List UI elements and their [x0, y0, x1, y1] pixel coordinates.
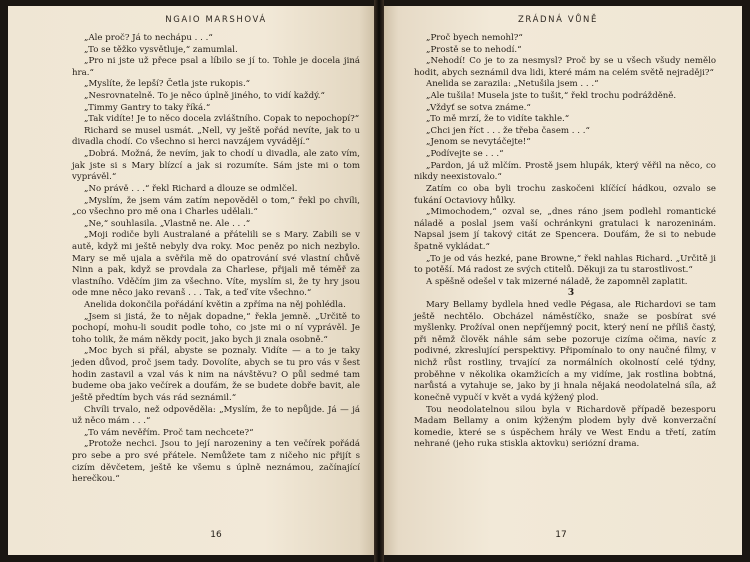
paragraph: „Timmy Gantry to taky říká.“	[84, 102, 211, 113]
paragraph: „Moc bych si přál, abyste se poznaly. Vidíte — a to je taky jeden důvod, proč jsem tady. Dovolíte, abych se tu pro vás v šest hodin zastavil a vzal vás k nim na návštěvu? O půl sedmé tam budeme oba jako večírek a doufám, že se budete dobře bavit, ale ještě předtím bych vás rád seznámil.“	[72, 346, 360, 403]
paragraph: „Tak vidíte! Je to něco docela zvláštního. Copak to nepochopí?“	[84, 114, 360, 125]
paragraph: „Mimochodem,“ ozval se, „dnes ráno jsem podlehl romantické náladě a poslal jsem vaší ochránkyni gratulaci k narozeninám. Napsal jsem jí takový citát ze Spencera. Doufám, že si to nebude špatně vykládat.“	[414, 207, 716, 252]
paragraph: „Podívejte se . . .“	[426, 149, 504, 160]
paragraph: Chvíli trvalo, než odpověděla: „Myslím, že to nepůjde. Já — já už něco mám . . .“	[72, 404, 360, 427]
paragraph: Anelida se zarazila: „Netušila jsem . . .“	[426, 79, 599, 90]
right-page-text-before-break	[414, 33, 716, 288]
right-page-text-after-break	[414, 300, 716, 451]
paragraph: „To vám nevěřím. Proč tam nechcete?“	[84, 427, 254, 438]
left-page	[8, 6, 374, 555]
paragraph: „Proč byech nemohl?“	[426, 33, 523, 43]
paragraph: „Pardon, já už mlčím. Prostě jsem hlupák, který věřil na něco, co nikdy neexistovalo.“	[414, 160, 716, 183]
book-gutter	[374, 0, 384, 562]
right-page-text	[414, 33, 716, 451]
paragraph: „Prostě se to nehodí.“	[426, 44, 522, 55]
paragraph: A spěšně odešel v tak mizerné náladě, že zapomněl zaplatit.	[426, 276, 688, 287]
paragraph: „Myslíte, že lepší? Četla jste rukopis.“	[84, 79, 251, 90]
paragraph: „Jsem si jistá, že to nějak dopadne,“ řekla jemně. „Určitě to pochopí, mohu-li soudit podle toho, co jste mi o ní vyprávěl. Je toho tolik, že mám někdy pocit, jako bych ji znala osobně.“	[72, 311, 360, 345]
paragraph: Anelida dokončila pořádání květin a zpříma na něj pohlédla.	[84, 300, 346, 311]
paragraph: Richard se musel usmát. „Nell, vy ještě pořád nevíte, jak to u divadla chodí. Co všechno si herci navzájem vyvádějí.“	[72, 125, 360, 148]
paragraph: „Ne,“ souhlasila. „Vlastně ne. Ale . . .“	[84, 218, 251, 229]
paragraph: „Pro ni jste už přece psal a líbilo se jí to. Tohle je docela jiná hra.“	[72, 56, 360, 78]
right-page	[384, 6, 742, 555]
running-head-right: ZRÁDNÁ VŮNĚ	[518, 15, 598, 25]
paragraph: „Nehodí! Co je to za nesmysl? Proč by se u všech všudy nemělo hodit, abych seznámil dva lidi, které mám na celém světě nejraději?“	[414, 56, 716, 78]
paragraph: „Dobrá. Možná, že nevím, jak to chodí u divadla, ale zato vím, jak jste si s Mary blízcí a jak si rozumíte. Sám jste mi o tom vyprávěl.“	[72, 149, 360, 183]
paragraph: „Protože nechci. Jsou to její narozeniny a ten večírek pořádá pro sebe a pro své přátele. Nemůžete tam z ničeho nic přijít s cizím děvčetem, ještě ke všemu s úplně neznámou, začínající herečkou.“	[72, 439, 360, 485]
paragraph: „To je od vás hezké, pane Browne,“ řekl nahlas Richard. „Určitě ji to potěší. Má radost ze svých ctitelů. Děkuji za tu starostlivost.“	[414, 253, 716, 276]
page-number-left: 16	[210, 530, 222, 540]
paragraph: Zatím co oba byli trochu zaskočeni klíčící hádkou, ozvalo se ťukání Octaviovy hůlky.	[414, 183, 716, 206]
paragraph: „To mě mrzí, že to vidíte takhle.“	[426, 114, 570, 125]
paragraph: „Ale proč? Já to nechápu . . .“	[84, 33, 213, 43]
paragraph: „Nesrovnatelně. To je něco úplně jiného, to vidí každý.“	[84, 91, 325, 102]
paragraph: „Chci jen říct . . . že třeba časem . . .“	[426, 125, 590, 136]
page-number-right: 17	[555, 530, 567, 540]
paragraph: „Ale tušila! Musela jste to tušit,“ řekl trochu podrážděně.	[426, 91, 677, 102]
paragraph: „To se těžko vysvětluje,“ zamumlal.	[84, 44, 238, 55]
section-number: 3	[567, 288, 575, 299]
paragraph: „Vždyť se sotva známe.“	[426, 102, 531, 113]
paragraph: „No právě . . .“ řekl Richard a dlouze se odmlčel.	[84, 183, 298, 194]
paragraph: „Jenom se nevytáčejte!“	[426, 137, 531, 148]
paragraph: „Moji rodiče byli Australané a přátelili se s Mary. Zabili se v autě, když mi ještě nebyly dva roky. Moc peněz po nich nezbylo. Mary se mě ujala a svěřila mě do opatrování své vlastní chůvě Ninn a pak, když se provdala za Charlese, přijali mě téměř za vlastního. Vděčím jim za všechno. Víte, myslím si, že ty hry jsou ode mne něco jako revanš . . . Tak, a teď víte všechno.“	[72, 230, 360, 299]
left-page-text	[72, 33, 360, 486]
paragraph: „Myslím, že jsem vám zatím nepověděl o tom,“ řekl po chvíli, „co všechno pro mě ona i Charles udělali.“	[72, 195, 360, 218]
paragraph: Mary Bellamy bydlela hned vedle Pégasa, ale Richardovi se tam ještě nechtělo. Obcházel náměstíčko, snaže se posbírat své myšlenky. Prožíval onen nepříjemný pocit, který není ne příliš častý, při němž člověk náhle sám sebe pozoruje cizíma očima, navíc z podivné, zkreslující perspektivy. Připomínalo to ony naučné filmy, v nichž růst rostliny, trvající za normálních okolností celé týdny, proběhne v několika okamžicích a my vidíme, jak rostlina bobtná, narůstá a vytahuje se, jako by ji hnala nějaká neodolatelná síla, až konečně vypučí v květ a vydá kýžený plod.	[414, 300, 716, 403]
running-head-left: NGAIO MARSHOVÁ	[165, 15, 267, 25]
paragraph: Tou neodolatelnou silou byla v Richardově případě bezesporu Madam Bellamy a onim kýženým plodem byly dvě konverzační komedie, které se s úspěchem hrály ve West Endu a třetí, zatím nehrané (jeho ruka stiskla aktovku) seriózní drama.	[414, 404, 716, 450]
